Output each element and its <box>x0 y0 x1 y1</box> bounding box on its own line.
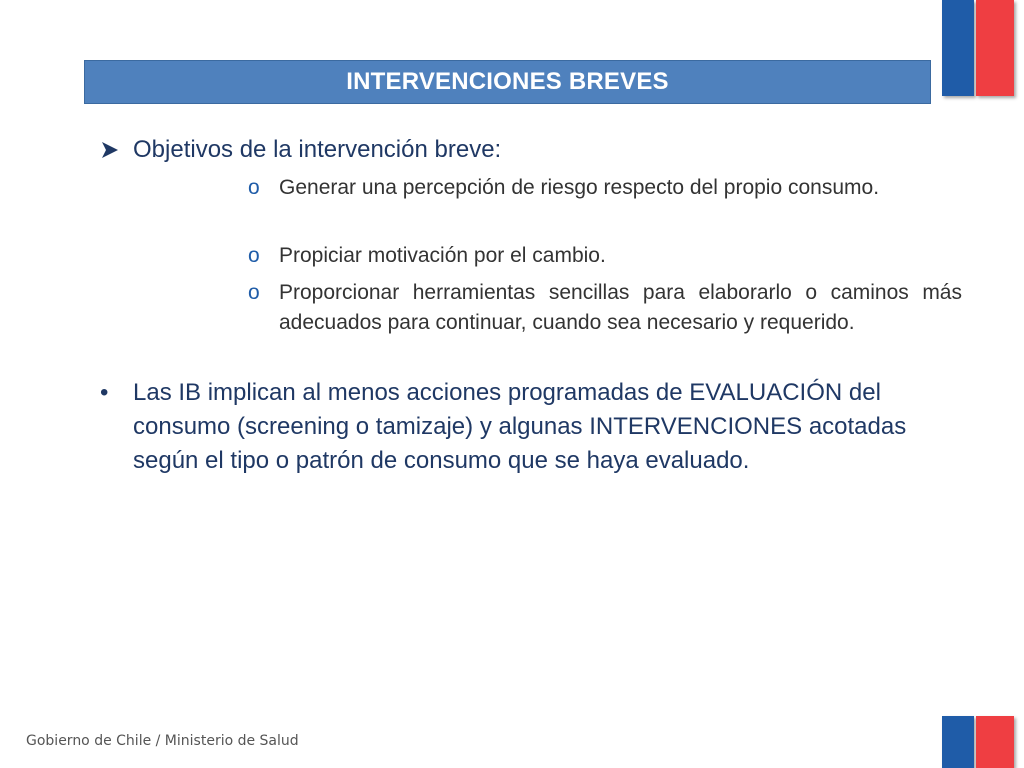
slide-title: INTERVENCIONES BREVES <box>346 68 669 95</box>
chile-flag-bottom-icon <box>942 716 1016 768</box>
objective-text: Generar una percepción de riesgo respecto del propio consumo. <box>279 176 880 199</box>
arrow-bullet-icon <box>100 140 120 160</box>
objective-text: Proporcionar herramientas sencillas para elaborarlo o caminos más adecuados para continuar, cuando sea necesario y requerido. <box>279 281 962 334</box>
footer-text: Gobierno de Chile / Ministerio de Salud <box>26 733 299 749</box>
main-point-text: Las IB implican al menos acciones programadas de EVALUACIÓN del consumo (screening o tamizaje) y algunas INTERVENCIONES acotadas según el tipo o patrón de consumo que se haya evaluado. <box>133 379 907 474</box>
objective-text: Propiciar motivación por el cambio. <box>279 244 606 267</box>
circle-bullet-icon: o <box>248 176 260 199</box>
bullet-icon: • <box>100 379 109 406</box>
circle-bullet-icon: o <box>248 281 260 304</box>
flag-blue-stripe <box>942 716 974 768</box>
circle-bullet-icon: o <box>248 244 260 267</box>
section-heading-text: Objetivos de la intervención breve: <box>133 136 502 163</box>
flag-red-stripe <box>976 716 1014 768</box>
